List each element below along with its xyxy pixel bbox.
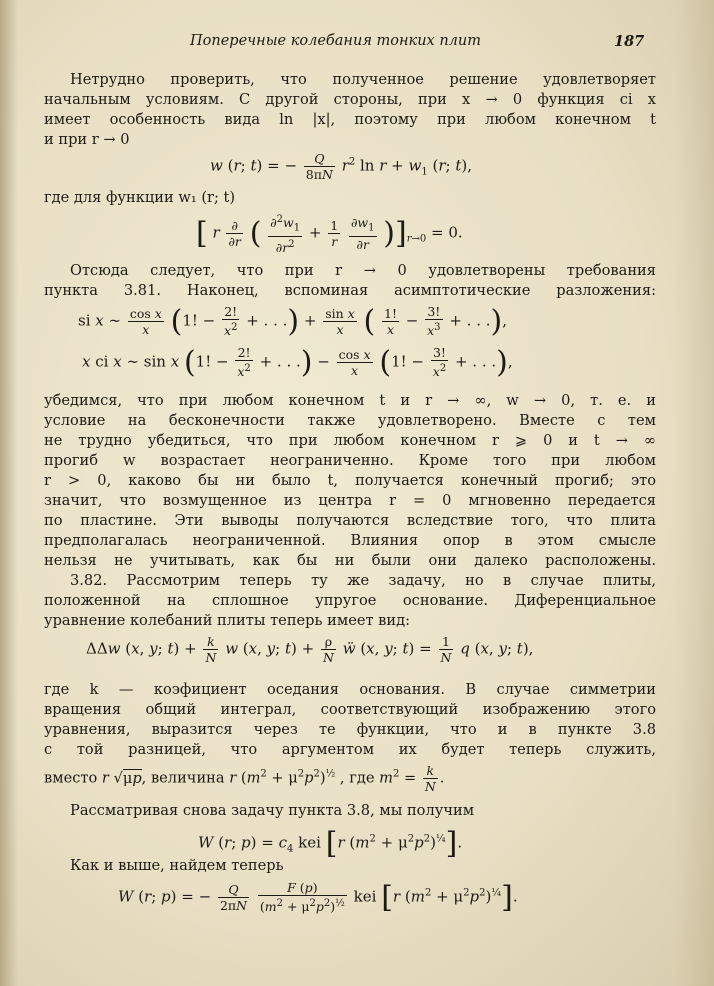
text-line: с той разницей, что аргументом их будет теперь служить,: [44, 741, 656, 758]
text-line: предполагалась неограниченной. Влияния опор в этом смысле: [44, 532, 656, 549]
text-line: условие на бесконечности также удовлетворено. Вместе с тем: [44, 412, 656, 429]
equation-6: W (r; $p) = c_4$ kei [r $(m^2 + \mu^2p^2)^{\frac{1}{4}}$].: [198, 826, 463, 861]
text-line-with-math: вместо r √μp, величина r $(m^2 + \mu^2p^2)^{\frac{1}{2}}$ , где $m^2$ = $\frac{k}{N}$ .: [44, 763, 445, 794]
text-line: положенной на сплошное упругое основание. Диференциальное: [44, 592, 656, 609]
text-line: уравнение колебаний плиты теперь имеет вид:: [44, 612, 411, 629]
text-line: где k — коэфициент оседания основания. В случае симметрии: [44, 681, 656, 698]
equation-5: ΔΔw (x, y; t) + $\frac{k}{N}$ w (x, y; t) + $\frac{\rho}{N}$ ẅ (x, y; t) = $\frac{1}{N}$ q (x, y; t),: [86, 634, 534, 665]
text-line: убедимся, что при любом конечном t и r → ∞, w → 0, т. е. и: [44, 392, 656, 409]
text-line: начальным условиям. С другой стороны, при x → 0 функция ci x: [44, 91, 656, 108]
text-line: пункта 3.81. Наконец, вспоминая асимптотические разложения:: [44, 282, 656, 299]
text-line: Рассматривая снова задачу пункта 3.8, мы получим: [70, 802, 475, 819]
text-line: не трудно убедиться, что при любом конечном r ⩾ 0 и t → ∞: [44, 432, 656, 449]
text-line: прогиб w возрастает неограниченно. Кроме того при любом: [44, 452, 656, 469]
running-head: Поперечные колебания тонких плит: [190, 33, 481, 49]
equation-4: x ci x ∼ sin x (1! − $\frac{2!}{x^2}$ + . . .) − $\frac{\text{cos x}}{x}$ (1! − $\frac{3!}{x^2}$ + . . .),: [82, 345, 513, 380]
equation-2: [ r $\frac{\partial}{\partial r}$ ( $\frac{\partial^2w_1}{\partial r^2}$ + $\frac{1}{r}$ $\frac{\partial w_1}{\partial r}$ )]$_{r\to 0} = 0$.: [196, 214, 463, 255]
page-edge-shadow: [674, 0, 714, 986]
page-number: 187: [614, 33, 645, 50]
text-line: где для функции w₁ (r; t): [44, 189, 236, 206]
text-line: r > 0, каково бы ни было t, получается конечный прогиб; это: [44, 472, 656, 489]
text-line: значит, что возмущенное из центра r = 0 мгновенно передается: [44, 492, 656, 509]
text-line: уравнения, выразится через те функции, что и в пункте 3.8: [44, 721, 656, 738]
equation-7: W (r; p) = − $\frac{Q}{2\pi N}$ $\frac{F (p)}{(m^2 + \mu^2p^2)^{\frac{1}{2}}}$ kei [r $(m^2 + \mu^2p^2)^{\frac{1}{4}}$].: [118, 880, 518, 915]
equation-1: w (r; t) = − $\frac{Q}{8\pi N}$ $r^2$ $\ln r + w_1$ (r; t),: [210, 151, 473, 182]
text-line: Как и выше, найдем теперь: [70, 857, 284, 874]
text-line: Нетрудно проверить, что полученное решение удовлетворяет: [70, 71, 656, 88]
text-line: вращения общий интеграл, соответствующий изображению этого: [44, 701, 656, 718]
text-line: нельзя не учитывать, как бы ни были они далеко расположены.: [44, 552, 656, 569]
text-line: Отсюда следует, что при r → 0 удовлетворены требования: [70, 262, 656, 279]
text-line: по пластине. Эти выводы получаются вследствие того, что плита: [44, 512, 656, 529]
text-line: 3.82. Рассмотрим теперь ту же задачу, но в случае плиты,: [70, 572, 656, 589]
equation-3: si x ∼ $\frac{\text{cos x}}{x}$ (1! − $\frac{2!}{x^2}$ + . . .) + $\frac{\text{sin x}}{x}$ ( $\frac{1!}{x}$ − $\frac{3!}{x^3}$ + . . .),: [78, 304, 507, 339]
text-line: имеет особенность вида ln |x|, поэтому при любом конечном t: [44, 111, 656, 128]
text-line: и при r → 0: [44, 131, 130, 148]
